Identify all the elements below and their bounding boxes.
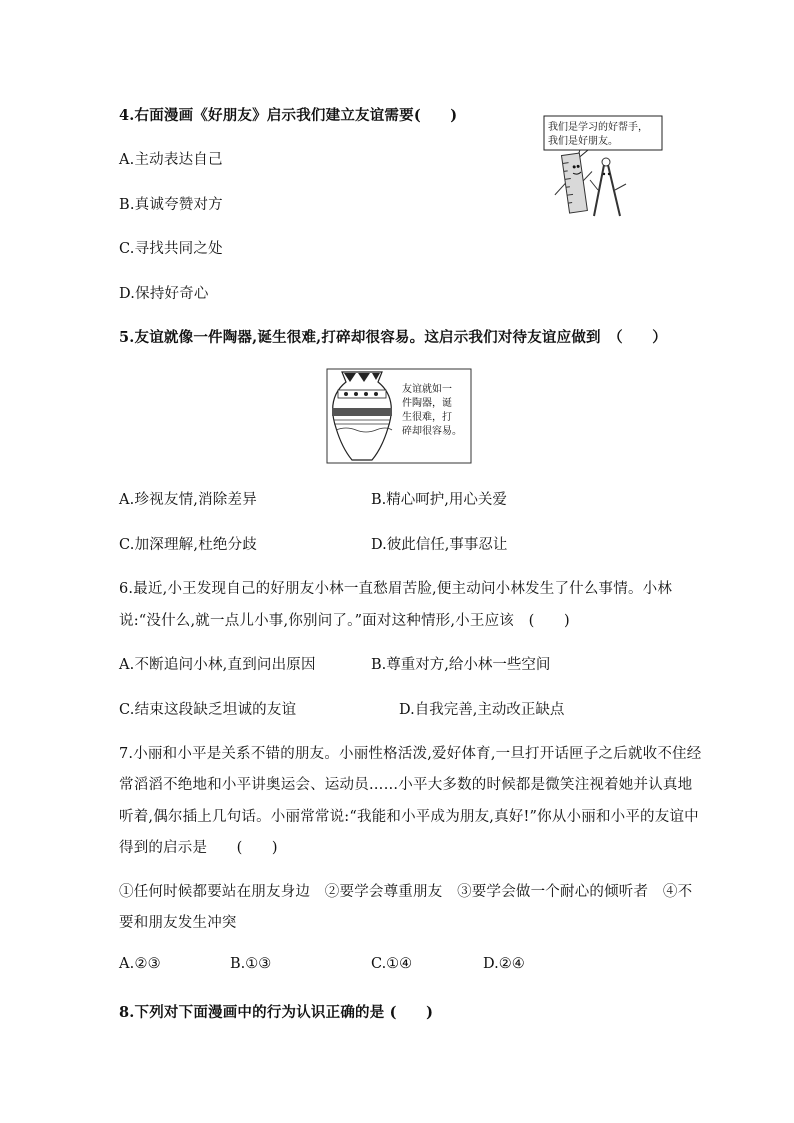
cartoon2-line-1: 友谊就如一 [402,384,452,395]
cartoon1-bubble-line-2: 我们是好朋友。 [548,136,618,147]
q5-option-c: C.加深理解,杜绝分歧 [119,537,257,553]
q6-option-c: C.结束这段缺乏坦诚的友谊 [119,702,297,718]
q6-option-a: A.不断追问小林,直到问出原因 [119,657,316,673]
q8-stem: 8.下列对下面漫画中的行为认识正确的是 ( ) [119,1004,434,1021]
cartoon1-bubble-line-1: 我们是学习的好帮手， [548,122,648,133]
q4-option-a: A.主动表达自己 [119,152,223,168]
vase-cartoon-image [326,368,472,464]
q6-stem-line-1: 6.最近,小王发现自己的好朋友小林一直愁眉苦脸,便主动问小林发生了什么事情。小林 [119,581,673,597]
q6-option-d: D.自我完善,主动改正缺点 [399,702,565,718]
q7-stem-line-2: 常滔滔不绝地和小平讲奥运会、运动员……小平大多数的时候都是微笑注视着她并认真地 [119,777,693,793]
q7-stem-line-4: 得到的启示是 ( ) [119,840,278,856]
q7-option-d: D.②④ [483,956,525,972]
q7-option-c: C.①④ [371,956,413,972]
q7-statements-line-1: ①任何时候都要站在朋友身边 ②要学会尊重朋友 ③要学会做一个耐心的倾听者 ④不 [119,884,693,900]
cartoon2-line-2: 件陶器，诞 [402,398,452,409]
q7-statements-line-2: 要和朋友发生冲突 [119,915,237,931]
q6-option-b: B.尊重对方,给小林一些空间 [371,657,551,673]
q5-stem: 5.友谊就像一件陶器,诞生很难,打碎却很容易。这启示我们对待友谊应做到 （ ） [119,329,667,346]
cartoon2-line-3: 生很难，打 [402,412,452,423]
q4-stem: 4.右面漫画《好朋友》启示我们建立友谊需要( ) [119,107,458,124]
q7-option-a: A.②③ [119,956,161,972]
q5-option-b: B.精心呵护,用心关爱 [371,492,507,508]
q4-option-b: B.真诚夸赞对方 [119,197,223,213]
q7-stem-line-3: 听着,偶尔插上几句话。小丽常常说:“我能和小平成为朋友,真好!”你从小丽和小平的友谊中 [119,809,699,825]
q6-stem-line-2: 说:“没什么,就一点儿小事,你别问了。”面对这种情形,小王应该 ( ) [119,613,570,629]
friends-cartoon-image [540,112,666,220]
q5-option-d: D.彼此信任,事事忍让 [371,537,508,553]
q7-stem-line-1: 7.小丽和小平是关系不错的朋友。小丽性格活泼,爱好体育,一旦打开话匣子之后就收不住经 [119,746,702,762]
q7-option-b: B.①③ [230,956,272,972]
q5-option-a: A.珍视友情,消除差异 [119,492,257,508]
q4-option-c: C.寻找共同之处 [119,241,223,257]
cartoon2-line-4: 碎却很容易。 [402,426,462,437]
q4-option-d: D.保持好奇心 [119,286,209,302]
